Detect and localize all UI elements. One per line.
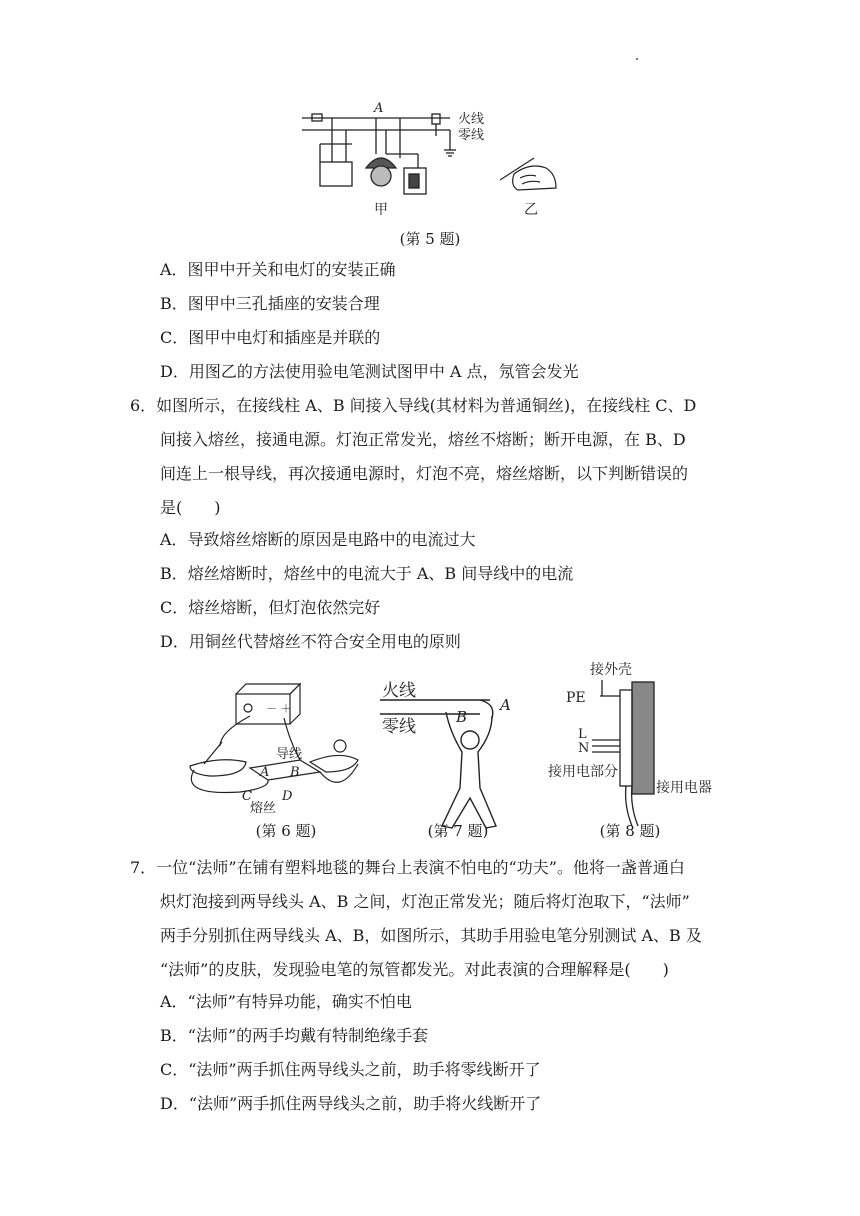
- q6-wire-label: 导线: [276, 747, 303, 762]
- q5-yi-label: 乙: [524, 202, 538, 218]
- q6-d-label: D: [282, 789, 293, 804]
- q8-l-label: L: [578, 727, 587, 742]
- q7-stem-line-3: 两手分别抓住两导线头 A、B，如图所示，其助手用验电笔分别测试 A、B 及: [160, 926, 702, 945]
- q6-b-label: B: [290, 765, 300, 780]
- q5-neutral-label: 零线: [458, 128, 485, 143]
- q6-c-label: C: [242, 789, 252, 804]
- q6-option-c: C．熔丝熔断，但灯泡依然完好: [160, 598, 381, 617]
- q5-option-a: A．图甲中开关和电灯的安装正确: [160, 260, 396, 279]
- q5-live-label: 火线: [458, 112, 485, 127]
- q6-stem-line-2: 间接入熔丝，接通电源。灯泡正常发光，熔丝不熔断；断开电源，在 B、D: [160, 430, 686, 449]
- q7-a-label: A: [500, 696, 511, 714]
- q5-option-c: C．图甲中电灯和插座是并联的: [160, 328, 381, 347]
- q8-shell-label: 接外壳: [590, 662, 632, 678]
- q5-caption: (第 5 题): [399, 230, 461, 248]
- q6-option-b: B．熔丝熔断时，熔丝中的电流大于 A、B 间导线中的电流: [160, 564, 574, 583]
- q6-stem-line-1: 6．如图所示，在接线柱 A、B 间接入导线(其材料为普通铜丝)，在接线柱 C、D: [130, 396, 697, 415]
- q8-part-label: 接用电部分: [548, 764, 618, 780]
- svg-text:－ ＋: － ＋: [266, 702, 292, 715]
- q7-option-b: B．“法师”的两手均戴有特制绝缘手套: [160, 1026, 429, 1045]
- q8-pe-label: PE: [566, 690, 586, 706]
- q6-option-a: A．导致熔丝熔断的原因是电路中的电流过大: [160, 530, 476, 549]
- q7-option-c: C．“法师”两手抓住两导线头之前，助手将零线断开了: [160, 1060, 541, 1079]
- q7-stem-line-4: “法师”的皮肤，发现验电笔的氖管都发光。对此表演的合理解释是( ): [160, 960, 669, 979]
- q7-caption: (第 7 题): [427, 822, 489, 840]
- q5-option-d: D．用图乙的方法使用验电笔测试图甲中 A 点，氖管会发光: [160, 362, 579, 381]
- q5-point-a: A: [374, 101, 384, 116]
- q6-stem-line-3: 间连上一根导线，再次接通电源时，灯泡不亮，熔丝熔断，以下判断错误的: [160, 464, 689, 483]
- q8-figure: [592, 680, 654, 826]
- page-mark: [636, 58, 638, 60]
- q6-caption: (第 6 题): [255, 822, 317, 840]
- q7-option-a: A．“法师”有特异功能，确实不怕电: [160, 992, 412, 1011]
- q7-option-d: D．“法师”两手抓住两导线头之前，助手将火线断开了: [160, 1094, 542, 1113]
- q8-caption: (第 8 题): [599, 822, 661, 840]
- q6-option-d: D．用铜丝代替熔丝不符合安全用电的原则: [160, 632, 461, 651]
- q5-option-b: B．图甲中三孔插座的安装合理: [160, 294, 380, 313]
- q7-live-label: 火线: [382, 681, 416, 701]
- q6-a-label: A: [260, 765, 270, 780]
- q7-stem-line-1: 7．一位“法师”在铺有塑料地毯的舞台上表演不怕电的“功夫”。他将一盏普通白: [130, 858, 685, 877]
- q5-jia-label: 甲: [374, 202, 388, 218]
- q7-neutral-label: 零线: [382, 717, 416, 737]
- q7-b-label: B: [456, 708, 468, 726]
- q5-figure: [290, 96, 580, 226]
- q6-stem-line-4: 是( ): [160, 498, 221, 517]
- q8-appliance-label: 接用电器: [656, 780, 712, 796]
- q6-figure: [190, 684, 358, 793]
- q7-stem-line-2: 炽灯泡接到两导线头 A、B 之间，灯泡正常发光；随后将灯泡取下，“法师”: [160, 892, 690, 911]
- q6-fuse-label: 熔丝: [250, 801, 277, 816]
- q8-n-label: N: [578, 741, 590, 756]
